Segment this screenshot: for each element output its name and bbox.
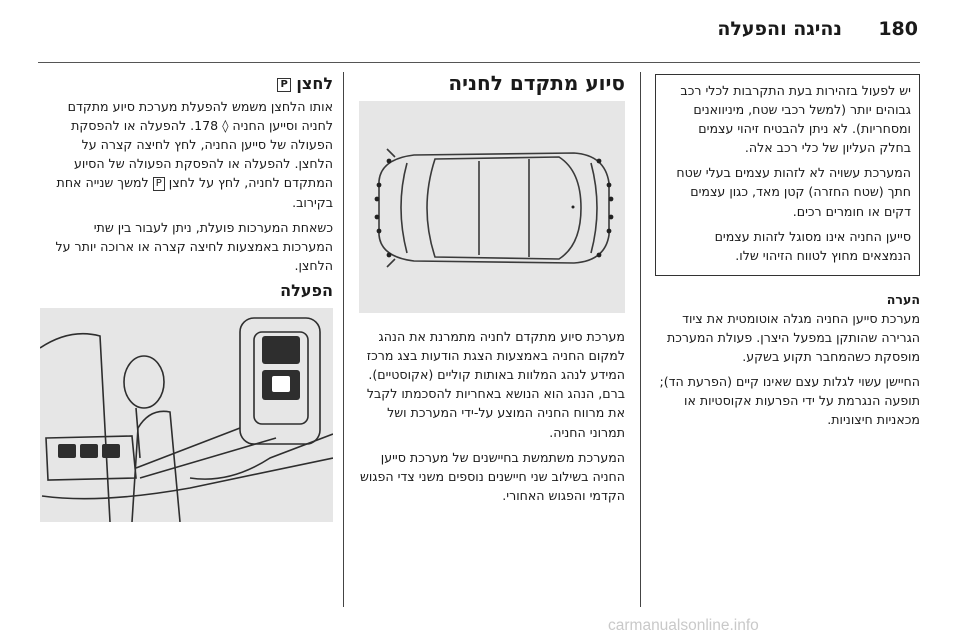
text-segment: להפעלה או להפסקת הפעולה של הסיוע המתקדם לחניה, לחץ על לחצן [74, 156, 333, 191]
column-divider-left [343, 72, 344, 607]
right-column [655, 74, 920, 436]
running-header-title: נהיגה והפעלה [717, 18, 842, 40]
note-paragraph: מערכת סייען החניה מגלה אוטומטית את ציוד הגרירה שהותקן במפעל היצרן. פעולת המערכת מופסקת כשהמחבר תקוע בשקע. [666, 310, 920, 365]
header-divider [38, 62, 920, 63]
body-paragraph: מערכת סיוע מתקדם לחניה מתמרנת את הנהג למקום החניה באמצעות הצגת הודעות בצג מרכז המידע לנהג המלוות באותות קוליים (אקוסטיים). ברם, הנהג הוא הנושא באחריות להסכמתו לקבל את מרווח החניה המוצע על-ידי המערכת ושל תמרוני החניה. [366, 329, 625, 440]
note-paragraph: החיישן עשוי לגלות עצם שאינו קיים (הפרעת הד); תופעה הנגרמת על ידי הפרעות אקוסטיות או מכאניות חיצוניות. [659, 374, 920, 428]
warning-paragraph: סייען החניה אינו מסוגל לזהות עצמים הנמצאים מחוץ לטווח הזיהוי שלו. [714, 228, 911, 263]
center-console-button-figure [40, 308, 333, 522]
watermark: carmanualsonline.info [608, 617, 759, 634]
text-segment: למשך שנייה אחת בקירוב. [56, 175, 333, 210]
text-segment: אותו הלחצן משמש להפעלת מערכת סיוע מתקדם לחניה וסייען החניה ◊ 178. [67, 99, 333, 134]
warning-paragraph: המערכת עשויה לא לזהות עצמים בעלי שטח חתך (שטח החזרה) קטן מאד, כגון עצמים דקים או חומרים רכים. [676, 165, 911, 219]
parking-assist-icon: P [277, 78, 290, 92]
button-heading-label: לחצן [296, 74, 333, 93]
left-column [40, 74, 333, 522]
warning-box [655, 74, 920, 276]
section-heading: סיוע מתקדם לחניה [448, 71, 625, 95]
body-paragraph: המערכת משתמשת בחיישנים של מערכת סייען החניה בשילוב שני חיישנים נוספים משני צדי הפגוש הקדמי והפגוש האחורי. [359, 449, 625, 503]
page-number: 180 [878, 18, 918, 40]
car-sensor-diagram [359, 101, 625, 313]
switching-paragraph: כשאחת המערכות פועלת, ניתן לעבור בין שתי המערכות באמצעות לחיצה קצרה או ארוכה יותר על הלחצן. [55, 219, 333, 273]
column-divider-right [640, 72, 641, 607]
parking-assist-icon: P [153, 177, 165, 191]
middle-column [355, 71, 625, 511]
note-heading: הערה [886, 291, 920, 307]
warning-paragraph: יש לפעול בזהירות בעת התקרבות לכלי רכב גבוהים יותר (למשל רכבי שטח, מיניוואנים ומסחריות). לא ניתן להבטיח זיהוי עצמים בחלק העליון של כלי רכב אלה. [680, 83, 911, 156]
text-segment: להפעלה או להפסקת הפעולה של סייען החניה, לחץ לחיצה קצרה על הלחצן. [71, 118, 333, 172]
activation-heading: הפעלה [280, 280, 333, 300]
button-paragraph [40, 97, 333, 212]
button-heading [40, 74, 333, 93]
